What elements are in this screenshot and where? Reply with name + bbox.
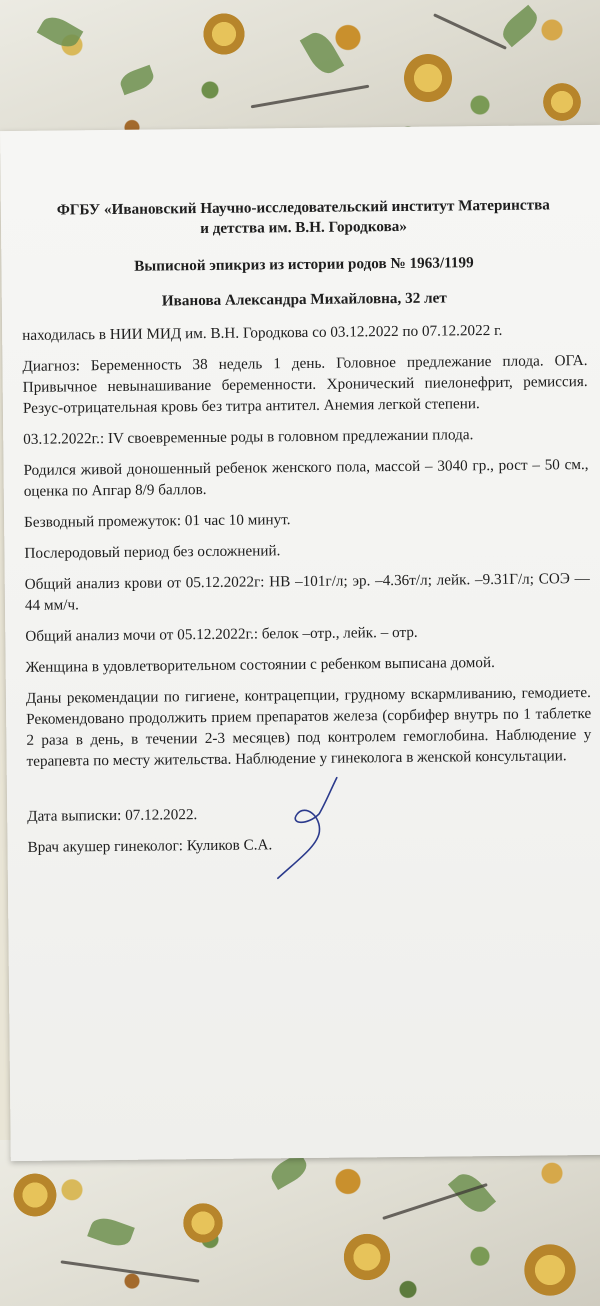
signature-icon (267, 773, 358, 884)
stay-period: находилась в НИИ МИД им. В.Н. Городкова со 03.12.2022 по 07.12.2022 г. (22, 321, 503, 344)
postpartum-period: Послеродовый период без осложнений. (24, 542, 281, 562)
diagnosis: Диагноз: Беременность 38 недель 1 день. Головное предлежание плода. ОГА. Привычное невынашивание беременности. Хронический пиелонефрит, ремиссия. Резус-отрицательная кровь без титра антител. Анемия легкой степени. (22, 352, 588, 417)
discharge-state: Женщина в удовлетворительном состоянии с ребенком выписана домой. (25, 653, 495, 676)
fabric-background-bottom (0, 1140, 600, 1306)
institution-line-1: ФГБУ «Ивановский Научно-исследовательский институт Материнства (56, 196, 550, 219)
anhydrous-interval: Безводный промежуток: 01 час 10 минут. (24, 511, 291, 531)
discharge-summary (21, 195, 593, 868)
document-title: Выписной эпикриз из истории родов № 1963/1199 (134, 254, 474, 275)
urine-test: Общий анализ мочи от 05.12.2022г.: белок –отр., лейк. – отр. (25, 623, 418, 645)
recommendations: Даны рекомендации по гигиене, контрацепции, грудному вскармливанию, гемодиете. Рекомендовано продолжить прием препаратов железа (сорбифер внутрь по 1 таблетке 2 раза в день, в течении 2-3 месяцев) под контролем гемоглобина. Наблюдение у терапевта по месту жительства. Наблюдение у гинеколога в женской консультации. (25, 683, 592, 770)
delivery-info: 03.12.2022г.: IV своевременные роды в головном предлежании плода. (23, 426, 474, 448)
patient-name: Иванова Александра Михайловна, 32 лет (161, 289, 447, 310)
discharge-date: Дата выписки: 07.12.2022. (27, 806, 198, 825)
institution-line-2: и детства им. В.Н. Городкова» (200, 217, 408, 238)
institution-name (21, 195, 586, 241)
doctor-name: Врач акушер гинеколог: Куликов С.А. (27, 836, 273, 856)
blood-test: Общий анализ крови от 05.12.2022г: НВ –101г/л; эр. –4.36т/л; лейк. –9.31Г/л; СОЭ —44 мм/ч. (24, 569, 590, 614)
newborn-info: Родился живой доношенный ребенок женского пола, массой – 3040 гр., рост – 50 см., оценка по Апгар 8/9 баллов. (23, 455, 589, 500)
document-sheet (0, 125, 600, 1161)
